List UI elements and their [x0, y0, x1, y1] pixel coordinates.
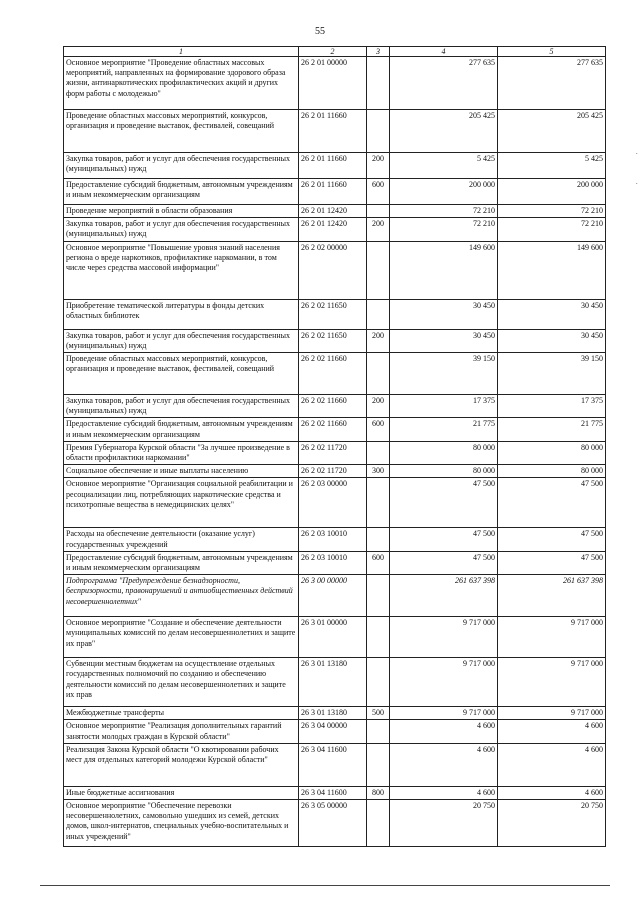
scan-edge-mark: ·	[635, 180, 638, 188]
row-sum1-cell: 30 450	[390, 329, 498, 352]
row-code-cell: 26 2 02 11650	[299, 299, 367, 329]
row-code-cell: 26 2 03 10010	[299, 528, 367, 551]
row-vr-cell	[367, 241, 390, 299]
row-sum2-cell: 9 717 000	[498, 617, 606, 658]
row-code-cell: 26 3 04 11600	[299, 786, 367, 799]
row-code-cell: 26 2 03 10010	[299, 551, 367, 574]
row-sum1-cell: 30 450	[390, 299, 498, 329]
row-sum2-cell: 30 450	[498, 299, 606, 329]
table-row	[64, 786, 606, 799]
row-sum1-cell: 47 500	[390, 551, 498, 574]
row-sum1-cell: 80 000	[390, 441, 498, 464]
row-code-cell: 26 2 02 11720	[299, 441, 367, 464]
row-vr-cell	[367, 528, 390, 551]
row-sum2-cell: 20 750	[498, 800, 606, 847]
row-sum1-cell: 4 600	[390, 786, 498, 799]
row-sum1-cell: 261 637 398	[390, 575, 498, 617]
row-name-cell: Подпрограмма "Предупреждение безнадзорности, беспризорности, правонарушений и антиобщественных действий несовершеннолетних"	[64, 575, 299, 617]
row-code-cell: 26 3 05 00000	[299, 800, 367, 847]
row-vr-cell: 200	[367, 153, 390, 179]
table-row	[64, 478, 606, 528]
row-code-cell: 26 2 01 00000	[299, 57, 367, 110]
row-sum1-cell: 47 500	[390, 528, 498, 551]
row-sum1-cell: 9 717 000	[390, 658, 498, 707]
row-vr-cell	[367, 658, 390, 707]
row-code-cell: 26 3 04 11600	[299, 743, 367, 786]
row-name-cell: Проведение областных массовых мероприятий, конкурсов, организация и проведение выставок, фестивалей, совещаний	[64, 110, 299, 153]
header-cell-vr: 3	[367, 47, 390, 57]
row-sum1-cell: 277 635	[390, 57, 498, 110]
row-name-cell: Межбюджетные трансферты	[64, 707, 299, 720]
table-row	[64, 418, 606, 441]
row-name-cell: Премия Губернатора Курской области "За лучшее произведение в области профилактики наркомании"	[64, 441, 299, 464]
row-sum2-cell: 4 600	[498, 786, 606, 799]
row-code-cell: 26 3 00 00000	[299, 575, 367, 617]
table-row	[64, 395, 606, 418]
table-row	[64, 110, 606, 153]
row-name-cell: Основное мероприятие "Организация социальной реабилитации и ресоциализации лиц, потребляющих наркотические средства и психотропные вещества в немедицинских целях"	[64, 478, 299, 528]
header-cell-sum1: 4	[390, 47, 498, 57]
row-vr-cell: 600	[367, 179, 390, 205]
row-sum2-cell: 9 717 000	[498, 707, 606, 720]
row-code-cell: 26 2 02 00000	[299, 241, 367, 299]
row-name-cell: Основное мероприятие "Создание и обеспечение деятельности муниципальных комиссий по делам несовершеннолетних и защите их прав"	[64, 617, 299, 658]
table-row	[64, 441, 606, 464]
row-vr-cell: 500	[367, 707, 390, 720]
row-code-cell: 26 2 02 11720	[299, 465, 367, 478]
row-sum1-cell: 39 150	[390, 353, 498, 395]
row-vr-cell	[367, 743, 390, 786]
row-name-cell: Основное мероприятие "Реализация дополнительных гарантий занятости молодых граждан в Курской области"	[64, 720, 299, 743]
row-name-cell: Закупка товаров, работ и услуг для обеспечения государственных (муниципальных) нужд	[64, 329, 299, 352]
row-sum1-cell: 20 750	[390, 800, 498, 847]
row-code-cell: 26 2 02 11660	[299, 395, 367, 418]
row-vr-cell: 200	[367, 218, 390, 241]
table-row	[64, 800, 606, 847]
row-name-cell: Закупка товаров, работ и услуг для обеспечения государственных (муниципальных) нужд	[64, 395, 299, 418]
table-body	[64, 57, 606, 847]
row-sum1-cell: 47 500	[390, 478, 498, 528]
row-sum1-cell: 9 717 000	[390, 707, 498, 720]
table-row	[64, 465, 606, 478]
row-vr-cell: 800	[367, 786, 390, 799]
table-row	[64, 57, 606, 110]
row-name-cell: Социальное обеспечение и иные выплаты населению	[64, 465, 299, 478]
row-vr-cell: 300	[367, 465, 390, 478]
row-vr-cell	[367, 720, 390, 743]
row-vr-cell: 200	[367, 329, 390, 352]
table-row	[64, 658, 606, 707]
row-vr-cell	[367, 57, 390, 110]
table-row	[64, 241, 606, 299]
row-sum1-cell: 205 425	[390, 110, 498, 153]
table-row	[64, 617, 606, 658]
row-vr-cell	[367, 353, 390, 395]
row-sum2-cell: 261 637 398	[498, 575, 606, 617]
row-sum2-cell: 30 450	[498, 329, 606, 352]
row-vr-cell	[367, 800, 390, 847]
row-name-cell: Предоставление субсидий бюджетным, автономным учреждениям и иным некоммерческим организациям	[64, 179, 299, 205]
row-name-cell: Закупка товаров, работ и услуг для обеспечения государственных (муниципальных) нужд	[64, 153, 299, 179]
row-sum2-cell: 205 425	[498, 110, 606, 153]
row-code-cell: 26 2 03 00000	[299, 478, 367, 528]
row-sum1-cell: 9 717 000	[390, 617, 498, 658]
row-sum2-cell: 17 375	[498, 395, 606, 418]
row-sum1-cell: 4 600	[390, 743, 498, 786]
table-row	[64, 575, 606, 617]
row-sum1-cell: 200 000	[390, 179, 498, 205]
row-name-cell: Закупка товаров, работ и услуг для обеспечения государственных (муниципальных) нужд	[64, 218, 299, 241]
row-code-cell: 26 2 01 12420	[299, 205, 367, 218]
row-code-cell: 26 2 01 11660	[299, 179, 367, 205]
row-name-cell: Реализация Закона Курской области "О квотировании рабочих мест для отдельных категорий молодежи Курской области"	[64, 743, 299, 786]
row-code-cell: 26 2 01 11660	[299, 110, 367, 153]
row-name-cell: Основное мероприятие "Обеспечение перевозки несовершеннолетних, самовольно ушедших из семей, детских домов, школ-интернатов, специальных учебно-воспитательных и иных учреждений"	[64, 800, 299, 847]
row-name-cell: Субвенции местным бюджетам на осуществление отдельных государственных полномочий по созданию и обеспечению деятельности комиссий по делам несовершеннолетних и защите их прав	[64, 658, 299, 707]
header-row	[64, 47, 606, 57]
row-vr-cell: 200	[367, 395, 390, 418]
row-sum2-cell: 277 635	[498, 57, 606, 110]
row-code-cell: 26 3 04 00000	[299, 720, 367, 743]
row-code-cell: 26 2 02 11660	[299, 418, 367, 441]
row-vr-cell	[367, 441, 390, 464]
table-row	[64, 218, 606, 241]
row-sum2-cell: 72 210	[498, 205, 606, 218]
row-sum2-cell: 149 600	[498, 241, 606, 299]
page-number: 55	[315, 26, 325, 37]
header-cell-name: 1	[64, 47, 299, 57]
table-row	[64, 743, 606, 786]
row-vr-cell: 600	[367, 418, 390, 441]
table-row	[64, 153, 606, 179]
row-vr-cell	[367, 299, 390, 329]
row-name-cell: Иные бюджетные ассигнования	[64, 786, 299, 799]
row-code-cell: 26 2 02 11660	[299, 353, 367, 395]
row-sum1-cell: 21 775	[390, 418, 498, 441]
row-name-cell: Расходы на обеспечение деятельности (оказание услуг) государственных учреждений	[64, 528, 299, 551]
table-row	[64, 551, 606, 574]
row-code-cell: 26 3 01 13180	[299, 707, 367, 720]
row-code-cell: 26 3 01 00000	[299, 617, 367, 658]
row-sum2-cell: 21 775	[498, 418, 606, 441]
row-code-cell: 26 2 02 11650	[299, 329, 367, 352]
row-name-cell: Основное мероприятие "Повышение уровня знаний населения региона о вреде наркотиков, профилактике наркомании, в том числе через средства массовой информации"	[64, 241, 299, 299]
row-sum2-cell: 4 600	[498, 743, 606, 786]
row-sum2-cell: 5 425	[498, 153, 606, 179]
row-vr-cell	[367, 110, 390, 153]
table-row	[64, 720, 606, 743]
row-sum2-cell: 47 500	[498, 528, 606, 551]
page-bottom-rule	[40, 885, 610, 886]
row-sum2-cell: 47 500	[498, 478, 606, 528]
table-row	[64, 179, 606, 205]
row-sum2-cell: 72 210	[498, 218, 606, 241]
row-sum2-cell: 80 000	[498, 465, 606, 478]
row-code-cell: 26 3 01 13180	[299, 658, 367, 707]
row-vr-cell	[367, 575, 390, 617]
scan-edge-mark: ·	[635, 150, 638, 158]
row-vr-cell: 600	[367, 551, 390, 574]
row-name-cell: Приобретение тематической литературы в фонды детских областных библиотек	[64, 299, 299, 329]
row-name-cell: Основное мероприятие "Проведение областных массовых мероприятий, направленных на формирование здорового образа жизни, антинаркотических профилактических акций и других форм работы с молодежью"	[64, 57, 299, 110]
row-name-cell: Предоставление субсидий бюджетным, автономным учреждениям и иным некоммерческим организациям	[64, 551, 299, 574]
row-sum1-cell: 149 600	[390, 241, 498, 299]
row-sum2-cell: 80 000	[498, 441, 606, 464]
row-name-cell: Проведение мероприятий в области образования	[64, 205, 299, 218]
header-cell-sum2: 5	[498, 47, 606, 57]
table-row	[64, 299, 606, 329]
row-name-cell: Предоставление субсидий бюджетным, автономным учреждениям и иным некоммерческим организациям	[64, 418, 299, 441]
row-code-cell: 26 2 01 12420	[299, 218, 367, 241]
row-sum1-cell: 72 210	[390, 218, 498, 241]
row-code-cell: 26 2 01 11660	[299, 153, 367, 179]
row-sum2-cell: 47 500	[498, 551, 606, 574]
row-name-cell: Проведение областных массовых мероприятий, конкурсов, организация и проведение выставок, фестивалей, совещаний	[64, 353, 299, 395]
row-vr-cell	[367, 478, 390, 528]
row-vr-cell	[367, 205, 390, 218]
table-row	[64, 707, 606, 720]
table-row	[64, 353, 606, 395]
header-cell-code: 2	[299, 47, 367, 57]
row-sum1-cell: 80 000	[390, 465, 498, 478]
row-sum2-cell: 200 000	[498, 179, 606, 205]
row-sum2-cell: 39 150	[498, 353, 606, 395]
row-sum2-cell: 4 600	[498, 720, 606, 743]
budget-table	[63, 46, 606, 847]
row-sum1-cell: 17 375	[390, 395, 498, 418]
row-sum2-cell: 9 717 000	[498, 658, 606, 707]
table-row	[64, 205, 606, 218]
row-sum1-cell: 4 600	[390, 720, 498, 743]
row-vr-cell	[367, 617, 390, 658]
row-sum1-cell: 72 210	[390, 205, 498, 218]
row-sum1-cell: 5 425	[390, 153, 498, 179]
table-row	[64, 329, 606, 352]
table-row	[64, 528, 606, 551]
